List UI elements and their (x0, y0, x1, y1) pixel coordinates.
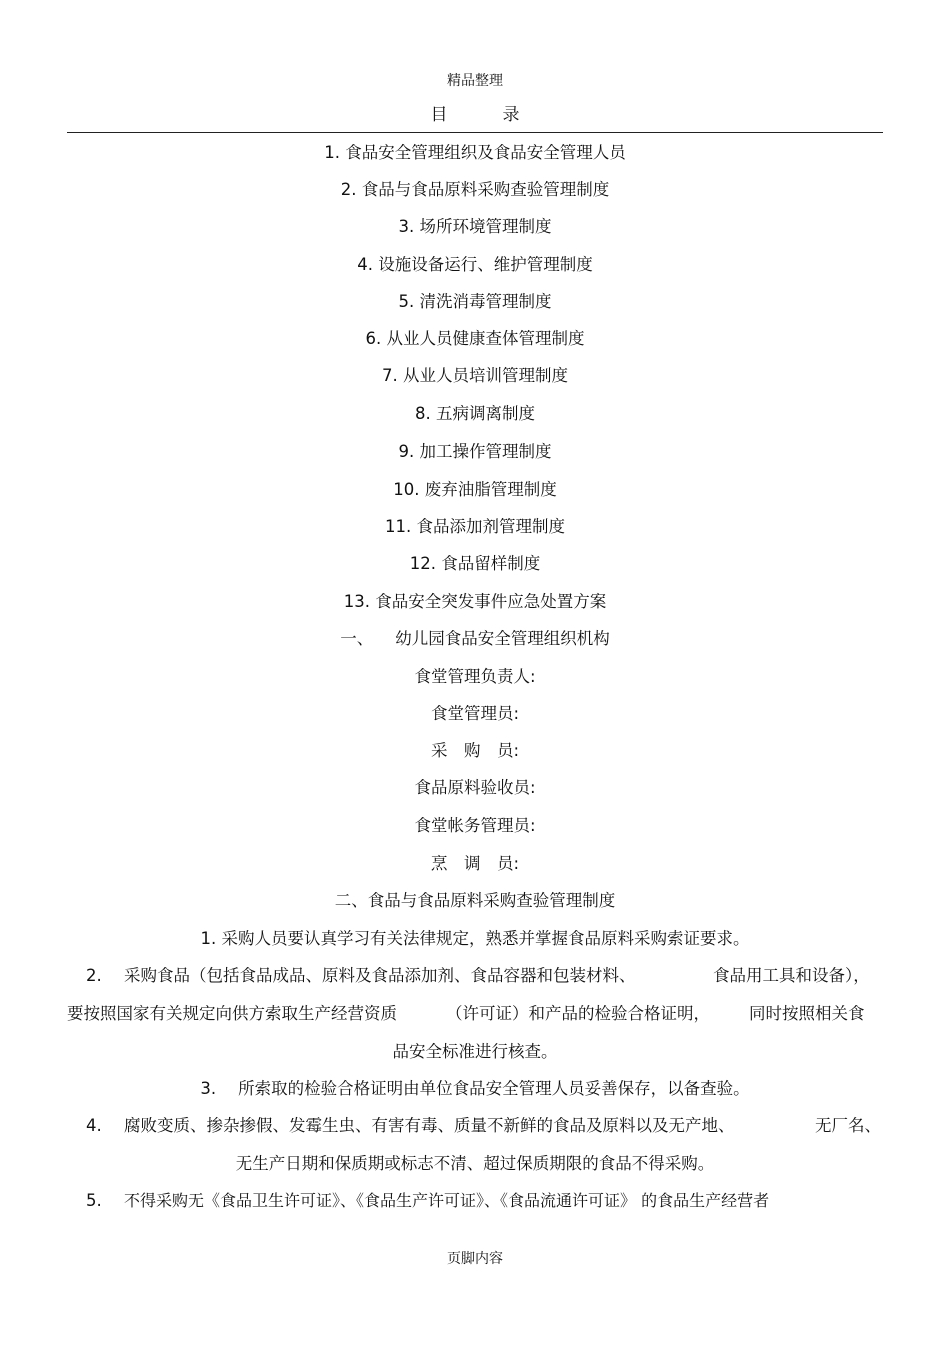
toc-item: 12. 食品留样制度 (409, 554, 541, 573)
section2-item-4-line2: 无生产日期和保质期或标志不清、超过保质期限的食品不得采购。 (235, 1154, 715, 1173)
toc-divider (67, 132, 883, 133)
role-label: 烹 调 员: (430, 854, 520, 873)
section2-item-4-number: 4. (86, 1116, 102, 1135)
role-label: 食堂管理员: (430, 704, 520, 723)
section2-item-2-line3: 品安全标准进行核查。 (392, 1042, 558, 1061)
section1-number: 一、 (340, 629, 374, 648)
toc-title-left: 目 (430, 105, 448, 125)
toc-item: 13. 食品安全突发事件应急处置方案 (343, 592, 607, 611)
role-label: 采 购 员: (430, 741, 520, 760)
section2-item-1: 1. 采购人员要认真学习有关法律规定，熟悉并掌握食品原料采购索证要求。 (200, 929, 750, 948)
toc-item: 9. 加工操作管理制度 (398, 442, 552, 461)
toc-item: 8. 五病调离制度 (415, 404, 535, 423)
section2-item-2-number: 2. (86, 966, 102, 985)
section2-item-2-line2c: 同时按照相关食 (749, 1004, 865, 1023)
toc-title (0, 100, 950, 125)
section2-item-2-line2a: 要按照国家有关规定向供方索取生产经营资质 (67, 1004, 397, 1023)
section2-item-2-line1b: 食品用工具和设备）， (713, 966, 870, 985)
section2-item-2-line1a: 采购食品（包括食品成品、原料及食品添加剂、食品容器和包装材料、 (124, 966, 636, 985)
section2-item-3-text: 所索取的检验合格证明由单位食品安全管理人员妥善保存，以备查验。 (238, 1079, 750, 1098)
section2-item-2-line2b: （许可证）和产品的检验合格证明， (446, 1004, 710, 1023)
toc-item: 4. 设施设备运行、维护管理制度 (357, 255, 593, 274)
section2-item-5-number: 5. (86, 1191, 102, 1210)
role-label: 食堂管理负责人: (414, 667, 536, 686)
section2-item-4-line1b: 无厂名、 (815, 1116, 881, 1135)
section2-item-5-text: 不得采购无《食品卫生许可证》、《食品生产许可证》、《食品流通许可证》 的食品生产经营者 (124, 1191, 770, 1210)
toc-item: 6. 从业人员健康查体管理制度 (365, 329, 585, 348)
page-footer: 页脚内容 (447, 1251, 503, 1267)
toc-title-right: 录 (502, 105, 520, 125)
page-header: 精品整理 (447, 73, 503, 89)
section2-heading: 二、食品与食品原料采购查验管理制度 (334, 891, 616, 910)
toc-item: 11. 食品添加剂管理制度 (385, 517, 565, 536)
role-label: 食堂帐务管理员: (414, 816, 536, 835)
toc-item: 3. 场所环境管理制度 (398, 217, 552, 236)
section2-item-3 (0, 1079, 950, 1099)
section1-title: 幼儿园食品安全管理组织机构 (395, 629, 610, 648)
toc-item: 10. 废弃油脂管理制度 (393, 480, 557, 499)
role-label: 食品原料验收员: (414, 778, 536, 797)
section1-heading (0, 629, 950, 649)
toc-item: 2. 食品与食品原料采购查验管理制度 (340, 180, 610, 199)
toc-item: 1. 食品安全管理组织及食品安全管理人员 (324, 143, 626, 162)
toc-item: 7. 从业人员培训管理制度 (382, 366, 568, 385)
section2-item-3-number: 3. (200, 1079, 217, 1098)
toc-item: 5. 清洗消毒管理制度 (398, 292, 552, 311)
section2-item-4-line1a: 腐败变质、掺杂掺假、发霉生虫、有害有毒、质量不新鲜的食品及原料以及无产地、 (124, 1116, 735, 1135)
